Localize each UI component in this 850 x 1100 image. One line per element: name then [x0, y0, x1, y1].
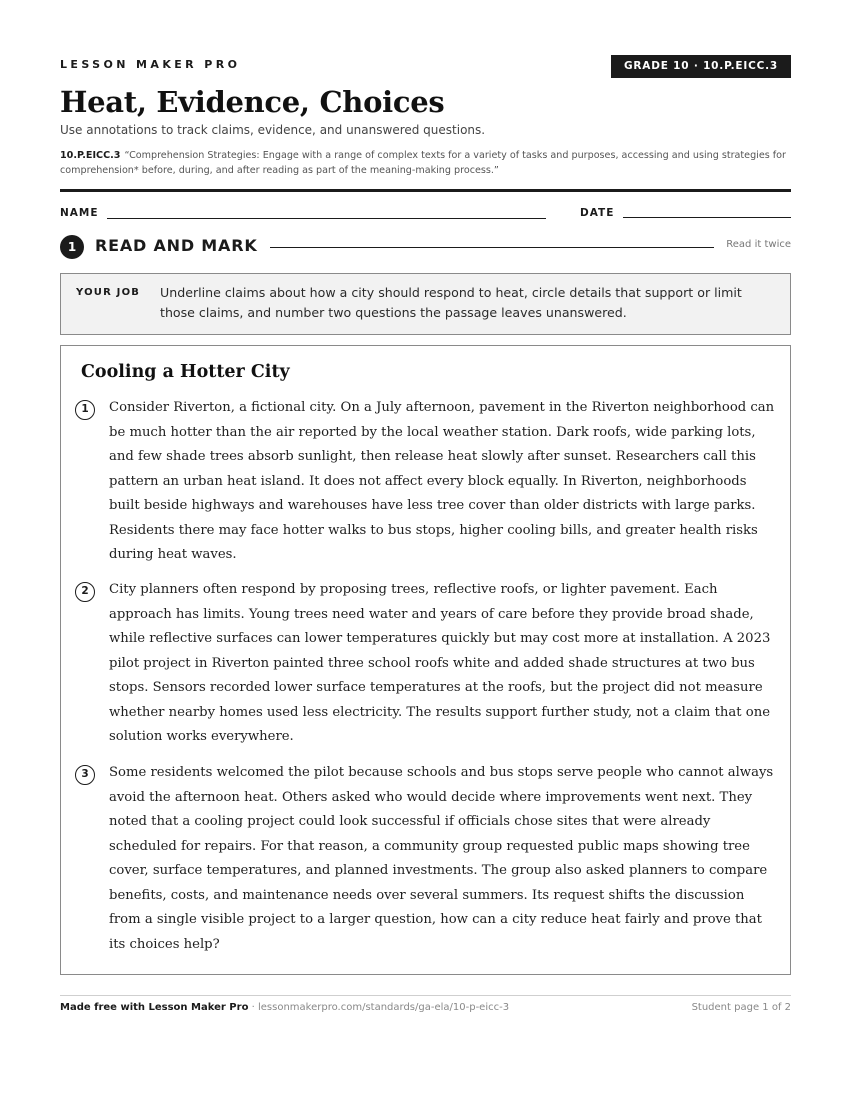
top-bar — [60, 55, 791, 79]
passage-paragraph — [81, 396, 777, 568]
passage-title: Cooling a Hotter City — [81, 362, 290, 382]
paragraph-number: 3 — [75, 765, 95, 785]
footer-divider — [60, 995, 791, 996]
paragraph-number: 1 — [75, 400, 95, 420]
section-title: READ AND MARK — [95, 236, 258, 255]
your-job-box — [60, 273, 791, 335]
paragraph-text: Some residents welcomed the pilot because schools and bus stops serve people who cannot always avoid the afternoon heat. Others asked who would decide where improvements went next. They noted that a cooling project could look successful if officials chose sites that were already scheduled for repairs. For that reason, a community group requested public maps showing tree cover, surface temperatures, and planned investments. The group also asked planners to compare benefits, costs, and maintenance needs over several summers. Its request shifts the discussion from a single visible project to a larger question, how can a city reduce heat fairly and prove that its choices help? — [109, 765, 774, 952]
footer-url[interactable]: lessonmakerpro.com/standards/ga-ela/10-p-eicc-3 — [257, 1002, 510, 1013]
name-date-row — [60, 204, 791, 224]
reading-passage — [60, 345, 791, 975]
page-subtitle: Use annotations to track claims, evidence, and unanswered questions. — [60, 123, 486, 137]
your-job-text: Underline claims about how a city should respond to heat, circle details that support or limit those claims, and number two questions the passage leaves unanswered. — [160, 285, 742, 320]
date-field[interactable] — [623, 217, 791, 218]
standard-statement — [60, 148, 791, 178]
header-divider — [60, 189, 791, 192]
footer-credit — [60, 1002, 509, 1013]
brand-name: LESSON MAKER PRO — [60, 58, 241, 71]
name-label: NAME — [60, 207, 99, 219]
your-job-label: YOUR JOB — [76, 287, 141, 298]
paragraph-number: 2 — [75, 582, 95, 602]
paragraph-text: Consider Riverton, a fictional city. On a July afternoon, pavement in the Riverton neighborhood can be much hotter than the air reported by the local weather station. Dark roofs, wide parking lots, and few shade trees absorb sunlight, then release heat slowly after sunset. Researchers call this pattern an urban heat island. It does not affect every block equally. In Riverton, neighborhoods built beside highways and warehouses have less tree cover than older districts with large parks. Residents there may face hotter walks to bus stops, higher cooling bills, and greater health risks during heat waves. — [109, 400, 775, 562]
passage-paragraph — [81, 761, 777, 957]
footer-made-with: Made free with Lesson Maker Pro — [60, 1002, 249, 1013]
footer-separator: · — [248, 1002, 258, 1013]
section-header — [60, 234, 791, 260]
date-label: DATE — [580, 207, 615, 219]
standard-text: “Comprehension Strategies: Engage with a range of complex texts for a variety of tasks and purposes, accessing and using strategies for comprehension* before, during, and after reading as part of the meaning-making process.” — [60, 150, 786, 176]
name-field[interactable] — [107, 218, 546, 219]
section-note: Read it twice — [726, 239, 791, 250]
section-divider — [270, 247, 714, 248]
paragraph-text: City planners often respond by proposing trees, reflective roofs, or lighter pavement. Each approach has limits. Young trees need water and years of care before they provide broad shade, while reflective surfaces can lower temperatures quickly but may cost more at installation. A 2023 pilot project in Riverton painted three school roofs white and added shade structures at two bus stops. Sensors recorded lower surface temperatures at the roofs, but the project did not measure whether nearby homes used less electricity. The results support further study, not a claim that one solution works everywhere. — [109, 582, 771, 744]
page-title: Heat, Evidence, Choices — [60, 85, 445, 119]
standard-code: 10.P.EICC.3 — [60, 150, 121, 161]
worksheet-page — [60, 0, 791, 1100]
page-indicator: Student page 1 of 2 — [691, 1002, 791, 1013]
passage-paragraph — [81, 578, 777, 750]
grade-badge: GRADE 10 · 10.P.EICC.3 — [611, 55, 791, 78]
section-number-badge: 1 — [60, 235, 84, 259]
